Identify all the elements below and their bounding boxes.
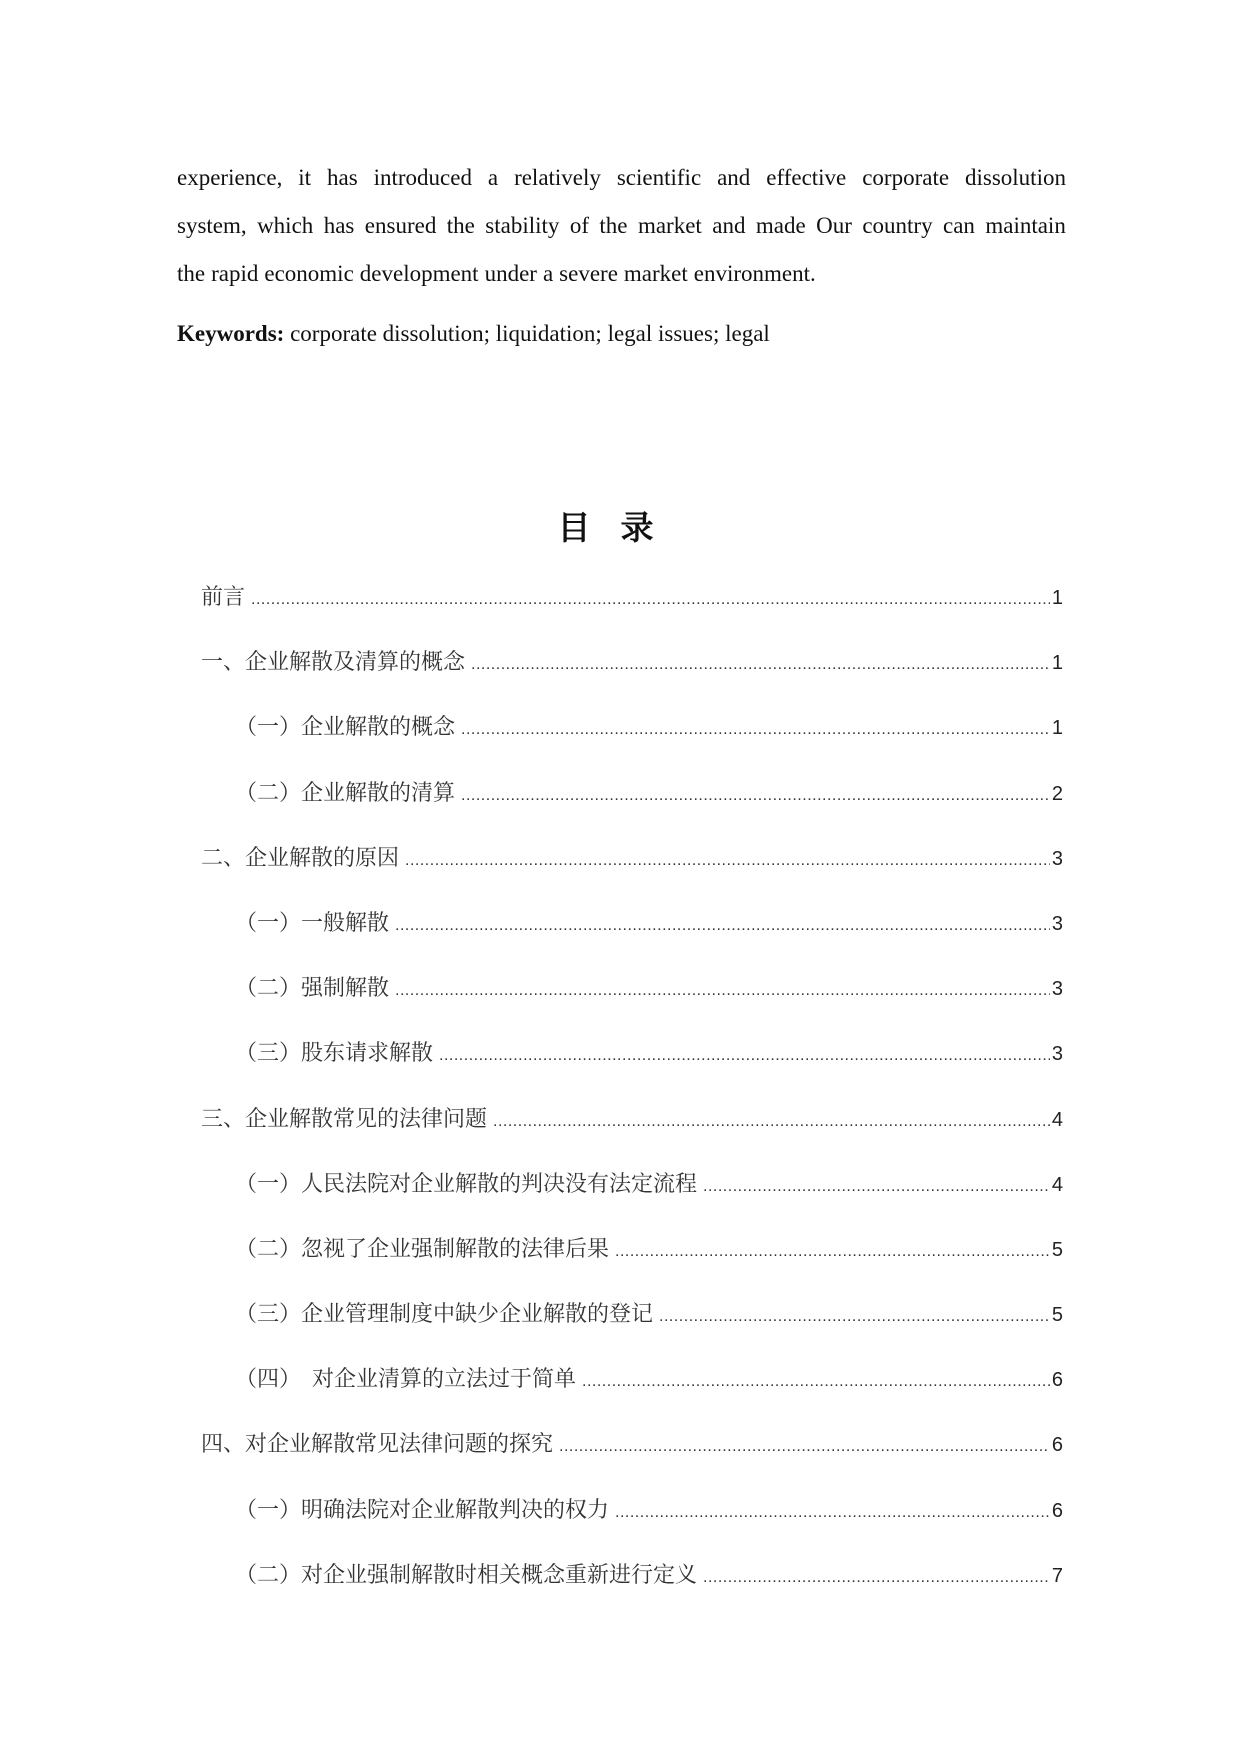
toc-entry[interactable] bbox=[201, 1558, 1063, 1623]
toc-entry-page: 4 bbox=[1051, 1173, 1063, 1196]
abstract-word: introduced bbox=[373, 165, 472, 190]
toc-entry[interactable] bbox=[201, 710, 1063, 775]
toc-entry-label: （一）一般解散 bbox=[235, 910, 390, 936]
abstract-word: scientific bbox=[616, 165, 702, 190]
abstract-word: relatively bbox=[514, 165, 601, 190]
abstract-word: which bbox=[257, 213, 314, 238]
abstract-line bbox=[177, 154, 1066, 202]
toc-entry-page: 2 bbox=[1051, 782, 1063, 805]
abstract-word: development bbox=[359, 261, 479, 286]
toc-entry-page: 1 bbox=[1051, 652, 1063, 675]
toc-entry[interactable] bbox=[201, 971, 1063, 1036]
abstract-word: Our bbox=[816, 213, 852, 238]
toc-leader-dots bbox=[659, 1308, 1050, 1326]
abstract-word: rapid bbox=[211, 261, 259, 286]
abstract-word: maintain bbox=[985, 213, 1066, 238]
toc-entry-label: （一）人民法院对企业解散的判决没有法定流程 bbox=[235, 1171, 698, 1197]
toc-entry-page: 4 bbox=[1051, 1108, 1063, 1131]
abstract-line bbox=[177, 202, 1066, 250]
abstract-word: has bbox=[323, 213, 355, 238]
toc-entry[interactable] bbox=[201, 580, 1063, 645]
keywords-text: corporate dissolution; liquidation; legal issues; legal bbox=[284, 321, 770, 346]
toc-entry-page: 6 bbox=[1051, 1369, 1063, 1392]
toc-leader-dots bbox=[615, 1504, 1050, 1522]
abstract-line bbox=[177, 250, 1066, 298]
toc-entry-label: 一、企业解散及清算的概念 bbox=[201, 650, 466, 676]
abstract-word: of bbox=[569, 213, 589, 238]
toc-entry-page: 6 bbox=[1051, 1434, 1063, 1457]
abstract-word: country bbox=[862, 213, 933, 238]
abstract-word: it bbox=[298, 165, 312, 190]
abstract-paragraph bbox=[177, 154, 1066, 298]
abstract-word: ensured bbox=[364, 213, 437, 238]
toc-entry-label: （二）强制解散 bbox=[235, 976, 390, 1002]
abstract-word: stability bbox=[485, 213, 560, 238]
toc-title: 目录 bbox=[557, 508, 684, 547]
toc-entry[interactable] bbox=[201, 1493, 1063, 1558]
toc-entry-label: 前言 bbox=[201, 585, 246, 610]
abstract-word: economic bbox=[264, 261, 354, 286]
toc-leader-dots bbox=[615, 1243, 1050, 1261]
toc-entry-page: 6 bbox=[1051, 1499, 1063, 1522]
toc-leader-dots bbox=[703, 1569, 1050, 1587]
abstract-word: the bbox=[177, 261, 206, 286]
toc-entry[interactable] bbox=[201, 1297, 1063, 1362]
table-of-contents bbox=[201, 580, 1063, 1623]
abstract-word: corporate bbox=[862, 165, 950, 190]
abstract-word: under bbox=[484, 261, 537, 286]
toc-entry[interactable] bbox=[201, 1427, 1063, 1492]
toc-leader-dots bbox=[461, 787, 1050, 805]
abstract-word: severe bbox=[559, 261, 618, 286]
toc-leader-dots bbox=[395, 982, 1050, 1000]
toc-entry[interactable] bbox=[201, 1102, 1063, 1167]
toc-entry[interactable] bbox=[201, 1362, 1063, 1427]
toc-entry-page: 3 bbox=[1051, 1043, 1063, 1066]
toc-entry-label: （二）对企业强制解散时相关概念重新进行定义 bbox=[235, 1562, 698, 1588]
toc-entry-page: 3 bbox=[1051, 912, 1063, 935]
abstract-word: and bbox=[712, 213, 746, 238]
abstract-word: experience, bbox=[177, 165, 283, 190]
toc-leader-dots bbox=[582, 1373, 1050, 1391]
abstract-word: market bbox=[637, 213, 702, 238]
toc-entry[interactable] bbox=[201, 776, 1063, 841]
keywords-paragraph bbox=[177, 318, 1066, 350]
toc-entry-label: （二）企业解散的清算 bbox=[235, 780, 456, 806]
toc-entry-label: （三）股东请求解散 bbox=[235, 1041, 434, 1067]
toc-entry[interactable] bbox=[201, 645, 1063, 710]
toc-entry[interactable] bbox=[201, 841, 1063, 906]
toc-leader-dots bbox=[251, 591, 1050, 609]
toc-entry-page: 7 bbox=[1051, 1564, 1063, 1587]
abstract-word: a bbox=[542, 261, 554, 286]
toc-leader-dots bbox=[471, 656, 1050, 674]
toc-entry-page: 5 bbox=[1051, 1304, 1063, 1327]
toc-leader-dots bbox=[703, 1178, 1050, 1196]
abstract-word: market bbox=[623, 261, 688, 286]
toc-entry-label: （四） 对企业清算的立法过于简单 bbox=[235, 1367, 577, 1393]
abstract-word: effective bbox=[766, 165, 847, 190]
abstract-word: made bbox=[755, 213, 806, 238]
toc-entry-label: （三）企业管理制度中缺少企业解散的登记 bbox=[235, 1302, 654, 1328]
abstract-word: dissolution bbox=[965, 165, 1066, 190]
toc-leader-dots bbox=[461, 721, 1050, 739]
abstract-word: the bbox=[446, 213, 475, 238]
toc-entry[interactable] bbox=[201, 1232, 1063, 1297]
toc-entry-page: 3 bbox=[1051, 978, 1063, 1001]
abstract-word: system, bbox=[177, 213, 247, 238]
toc-entry-label: （一）明确法院对企业解散判决的权力 bbox=[235, 1497, 610, 1523]
toc-leader-dots bbox=[405, 852, 1050, 870]
toc-leader-dots bbox=[439, 1047, 1050, 1065]
toc-entry-label: （一）企业解散的概念 bbox=[235, 715, 456, 741]
toc-entry[interactable] bbox=[201, 1036, 1063, 1101]
toc-entry-page: 3 bbox=[1051, 847, 1063, 870]
abstract-word: has bbox=[327, 165, 358, 190]
toc-entry-label: 二、企业解散的原因 bbox=[201, 845, 400, 871]
toc-entry-label: 四、对企业解散常见法律问题的探究 bbox=[201, 1432, 554, 1458]
abstract-word: can bbox=[943, 213, 975, 238]
toc-leader-dots bbox=[395, 917, 1050, 935]
toc-leader-dots bbox=[559, 1438, 1050, 1456]
abstract-word: and bbox=[717, 165, 751, 190]
abstract-word: environment. bbox=[693, 261, 816, 286]
toc-entry-page: 1 bbox=[1051, 587, 1063, 609]
abstract-word: a bbox=[487, 165, 499, 190]
toc-entry-page: 5 bbox=[1051, 1238, 1063, 1261]
toc-entry-label: 三、企业解散常见的法律问题 bbox=[201, 1106, 488, 1132]
abstract-word: the bbox=[599, 213, 628, 238]
toc-entry-label: （二）忽视了企业强制解散的法律后果 bbox=[235, 1236, 610, 1262]
toc-entry[interactable] bbox=[201, 1167, 1063, 1232]
keywords-label: Keywords: bbox=[177, 321, 285, 346]
toc-entry[interactable] bbox=[201, 906, 1063, 971]
toc-leader-dots bbox=[493, 1113, 1050, 1131]
toc-entry-page: 1 bbox=[1051, 717, 1063, 740]
